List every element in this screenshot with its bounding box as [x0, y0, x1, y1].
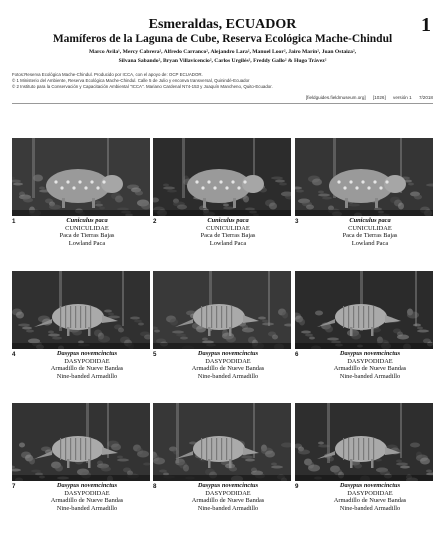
plate-number: 7 — [12, 483, 16, 490]
plate-caption — [165, 482, 291, 512]
credit-line: © 1 Ministerio del Ambiente, Reserva Ecológica Mache-Chindul. Calle 5 de Julio y enconva transversal, Quinindé-Ecuador — [12, 78, 250, 83]
family-name: DASYPODIDAE — [205, 489, 251, 497]
page-number: 1 — [421, 14, 431, 36]
scientific-name: Cuniculus paca — [349, 217, 391, 224]
plate-photo[interactable] — [295, 271, 433, 349]
common-name-en: Nine-banded Armadillo — [56, 504, 118, 512]
plate-number: 9 — [295, 483, 299, 490]
scientific-name: Dasypus novemcinctus — [197, 350, 259, 357]
scientific-name: Cuniculus paca — [207, 217, 249, 224]
credit-line: © 2 Instituto para la Conservación y Capacitación Ambiental "ICCA". Mariano Cardenal N74-153 y Joaquín Mancheno, Quito-Ecuador. — [12, 84, 273, 89]
common-name-es: Armadillo de Nueve Bandas — [333, 365, 407, 373]
common-name-en: Nine-banded Armadillo — [339, 372, 401, 380]
common-name-es: Paca de Tierras Bajas — [342, 232, 398, 240]
scientific-name: Dasypus novemcinctus — [56, 350, 118, 357]
plate-number: 5 — [153, 351, 157, 358]
plate-photo[interactable] — [153, 138, 291, 216]
common-name-es: Paca de Tierras Bajas — [59, 232, 115, 240]
guide-code: [1026] — [372, 95, 386, 100]
plate-photo[interactable] — [12, 138, 150, 216]
header-divider — [12, 103, 433, 104]
common-name-en: Nine-banded Armadillo — [339, 504, 401, 512]
scientific-name: Dasypus novemcinctus — [339, 350, 401, 357]
common-name-en: Lowland Paca — [68, 239, 106, 247]
scientific-name: Dasypus novemcinctus — [56, 482, 118, 489]
plate-number: 4 — [12, 351, 16, 358]
common-name-en: Lowland Paca — [209, 239, 247, 247]
family-name: DASYPODIDAE — [347, 357, 393, 365]
plate-number: 2 — [153, 218, 157, 225]
date-label: 7/2018 — [418, 95, 433, 100]
authors-line: Marco Avila¹, Mercy Cabrera², Alfredo Carranco², Alejandro Lara², Manuel Loor², Jairo Marín², Juan Ostaiza², — [88, 49, 357, 55]
family-name: DASYPODIDAE — [64, 357, 110, 365]
scientific-name: Cuniculus paca — [66, 217, 108, 224]
scientific-name: Dasypus novemcinctus — [339, 482, 401, 489]
version-label: versión 1 — [393, 95, 412, 100]
site-info — [300, 95, 433, 100]
plate-caption — [307, 350, 433, 380]
family-name: DASYPODIDAE — [205, 357, 251, 365]
family-name: DASYPODIDAE — [64, 489, 110, 497]
common-name-es: Armadillo de Nueve Bandas — [333, 497, 407, 505]
plate-caption — [307, 217, 433, 247]
plate-number: 8 — [153, 483, 157, 490]
plate-caption — [165, 217, 291, 247]
family-name: CUNICULIDAE — [65, 224, 109, 232]
common-name-en: Nine-banded Armadillo — [197, 372, 259, 380]
common-name-en: Nine-banded Armadillo — [56, 372, 118, 380]
authors — [30, 48, 415, 66]
plate-photo[interactable] — [153, 271, 291, 349]
family-name: DASYPODIDAE — [347, 489, 393, 497]
page-subtitle: Mamíferos de la Laguna de Cube, Reserva Ecológica Mache-Chindul — [52, 33, 393, 45]
common-name-en: Lowland Paca — [351, 239, 389, 247]
plate-number: 6 — [295, 351, 299, 358]
common-name-es: Armadillo de Nueve Bandas — [191, 497, 265, 505]
plate-photo[interactable] — [12, 271, 150, 349]
plate-caption — [165, 350, 291, 380]
page-title: Esmeraldas, ECUADOR — [148, 17, 297, 32]
common-name-es: Armadillo de Nueve Bandas — [191, 365, 265, 373]
plate-photo[interactable] — [295, 138, 433, 216]
authors-line: Silvana Sabando², Bryan Villavicencio², Carlos Urgilés², Freddy Gallo² & Hugo Tràvez² — [118, 58, 327, 64]
scientific-name: Dasypus novemcinctus — [197, 482, 259, 489]
plate-number: 3 — [295, 218, 299, 225]
plate-caption — [307, 482, 433, 512]
plate-caption — [24, 217, 150, 247]
credits — [12, 72, 312, 90]
plate-number: 1 — [12, 218, 16, 225]
common-name-es: Paca de Tierras Bajas — [200, 232, 256, 240]
family-name: CUNICULIDAE — [206, 224, 250, 232]
common-name-es: Armadillo de Nueve Bandas — [50, 497, 124, 505]
common-name-en: Nine-banded Armadillo — [197, 504, 259, 512]
plate-photo[interactable] — [153, 403, 291, 481]
family-name: CUNICULIDAE — [348, 224, 392, 232]
plate-caption — [24, 350, 150, 380]
plate-caption — [24, 482, 150, 512]
website-link[interactable]: [fieldguides.fieldmuseum.org] — [305, 95, 366, 100]
credit-line: Fotos:Reserva Ecológica Mache-Chindul. Producido por ICCA, con el apoyo de: OCP ECUADOR. — [12, 72, 203, 77]
common-name-es: Armadillo de Nueve Bandas — [50, 365, 124, 373]
plate-photo[interactable] — [295, 403, 433, 481]
plate-photo[interactable] — [12, 403, 150, 481]
